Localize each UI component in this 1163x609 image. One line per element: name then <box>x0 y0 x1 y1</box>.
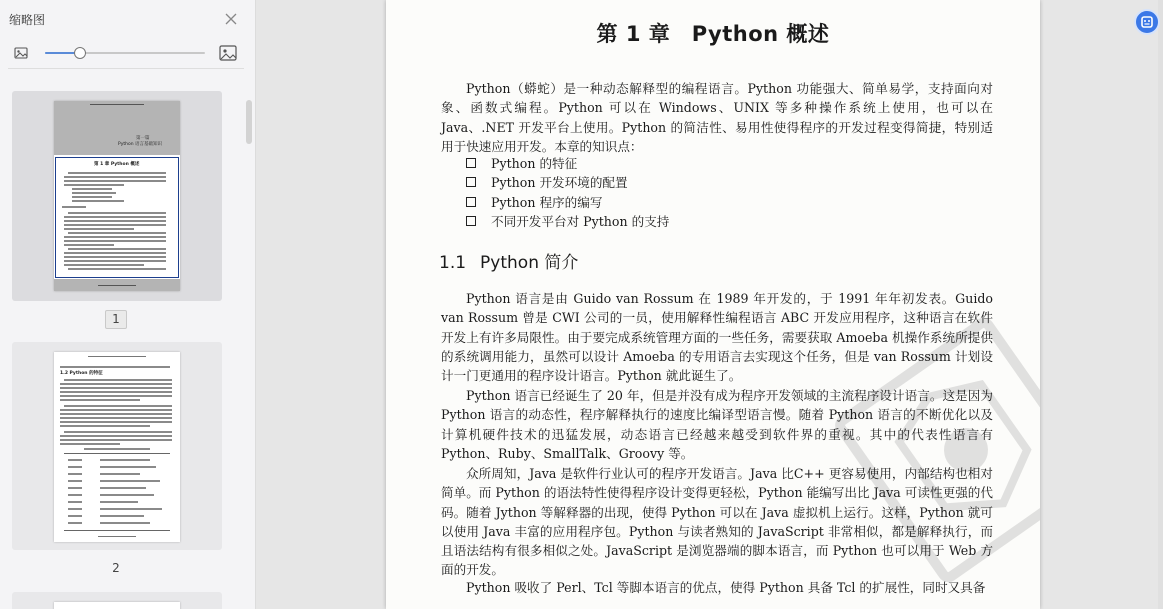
thumbnail-table <box>64 453 170 531</box>
body-paragraph: Python 吸收了 Perl、Tcl 等脚本语言的优点，使得 Python 具备 Tcl 的扩展性，同时又具备 <box>466 580 986 595</box>
thumbnail-section-title: 1.2 Python 的特征 <box>60 371 103 376</box>
document-page <box>386 0 1040 609</box>
thumbnail-page-preview <box>54 352 180 542</box>
intro-paragraph: Python（蟒蛇）是一种动态解释型的编程语言。Python 功能强大、简单易学，支持面向对象、函数式编程。Python 可以在 Windows、UNIX 等多种操作系统上使用，也可以在 Java、.NET 开发平台上使用。Python 的简洁性、易用性使得程序的开发过程变得简捷，特别适用于快速应用开发。本章的知识点： <box>441 81 993 154</box>
body-paragraph: Python 语言是由 Guido van Rossum 在 1989 年开发的，于 1991 年年初发表。Guido van Rossum 曾是 CWI 公司的一员，使用解释性编程语言 ABC 开发应用程序，这种语言在软件开发上有许多局限性。由于要完成系统管理方面的一些任务，需要获取 Amoeba 机操作系统所提供的系统调用能力，虽然可以设计 Amoeba 的专用语言去实现这个任务，但是 van Rossum 计划设计一门更通用的程序设计语言。Python 就此诞生了。 <box>441 291 993 384</box>
knowledge-points-list <box>466 154 669 231</box>
checkbox-bullet-icon <box>466 158 476 168</box>
thumbnail-page-number: 2 <box>112 561 120 575</box>
page-thumbnail-2[interactable] <box>12 342 222 550</box>
thumbnail-page-number: 1 <box>105 310 127 329</box>
large-thumbnail-icon[interactable] <box>219 44 237 66</box>
close-icon[interactable] <box>222 10 240 28</box>
checkbox-bullet-icon <box>466 216 476 226</box>
section-number: 1.1 <box>439 253 467 273</box>
zoom-slider-handle[interactable] <box>74 47 86 59</box>
list-item: Python 开发环境的配置 <box>466 173 669 192</box>
checkbox-bullet-icon <box>466 177 476 187</box>
thumbnail-part-subtitle: Python 语言基础知识 <box>118 142 163 147</box>
thumbnail-current-view-frame <box>55 157 179 278</box>
page-thumbnail-3[interactable] <box>12 592 222 609</box>
body-paragraph: Python 语言已经诞生了 20 年，但是并没有成为程序开发领域的主流程序设计语言。这是因为 Python 语言的动态性，程序解释执行的速度比编译型语言慢。随着 Python 语言的不断优化以及计算机硬件技术的迅猛发展，动态语言已经越来越受到软件界的重视。其中的代表性语言有 Python、Ruby、SmallTalk、Groovy 等。 <box>441 388 993 461</box>
section-heading <box>439 248 578 273</box>
sidebar-divider <box>8 68 244 69</box>
thumbnail-part-cover <box>54 101 180 155</box>
thumbnail-footer-band <box>54 279 180 291</box>
list-item: Python 的特征 <box>466 154 669 173</box>
chapter-title: 第 1 章 Python 概述 <box>596 22 830 46</box>
small-thumbnail-icon[interactable] <box>14 45 28 64</box>
thumbnail-part-title: 第一篇 <box>136 136 150 141</box>
assistant-icon[interactable] <box>1134 9 1160 35</box>
thumbnail-page-preview <box>54 602 180 609</box>
sidebar-scrollbar[interactable] <box>246 100 252 144</box>
zoom-slider[interactable] <box>45 52 205 54</box>
checkbox-bullet-icon <box>466 197 476 207</box>
sidebar-title: 缩略图 <box>9 13 46 27</box>
thumbnail-zoom-control <box>12 44 244 64</box>
list-item: 不同开发平台对 Python 的支持 <box>466 212 669 231</box>
main-scrollbar[interactable] <box>1158 0 1163 609</box>
page-thumbnail-1[interactable] <box>12 91 222 301</box>
list-item: Python 程序的编写 <box>466 193 669 212</box>
thumbnail-page-preview <box>54 101 180 291</box>
thumbnail-chapter-title: 第 1 章 Python 概述 <box>94 162 140 167</box>
thumbnail-sidebar <box>0 0 256 609</box>
body-paragraph: 众所周知，Java 是软件行业认可的程序开发语言。Java 比C++ 更容易使用，内部结构也相对简单。而 Python 的语法特性使得程序设计变得更轻松，Python 能编写出比 Java 可读性更强的代码。随着 Jython 等解释器的出现，使得 Python 可以在 Java 虚拟机上运行。这样，Python 就可以使用 Java 丰富的应用程序包。Python 与读者熟知的 JavaScript 非常相似，都是解释执行，而且语法结构有很多相似之处。JavaScript 是浏览器端的脚本语言，而 Python 也可以用于 Web 方面的开发。 <box>441 466 993 578</box>
section-title: Python 简介 <box>480 253 579 273</box>
